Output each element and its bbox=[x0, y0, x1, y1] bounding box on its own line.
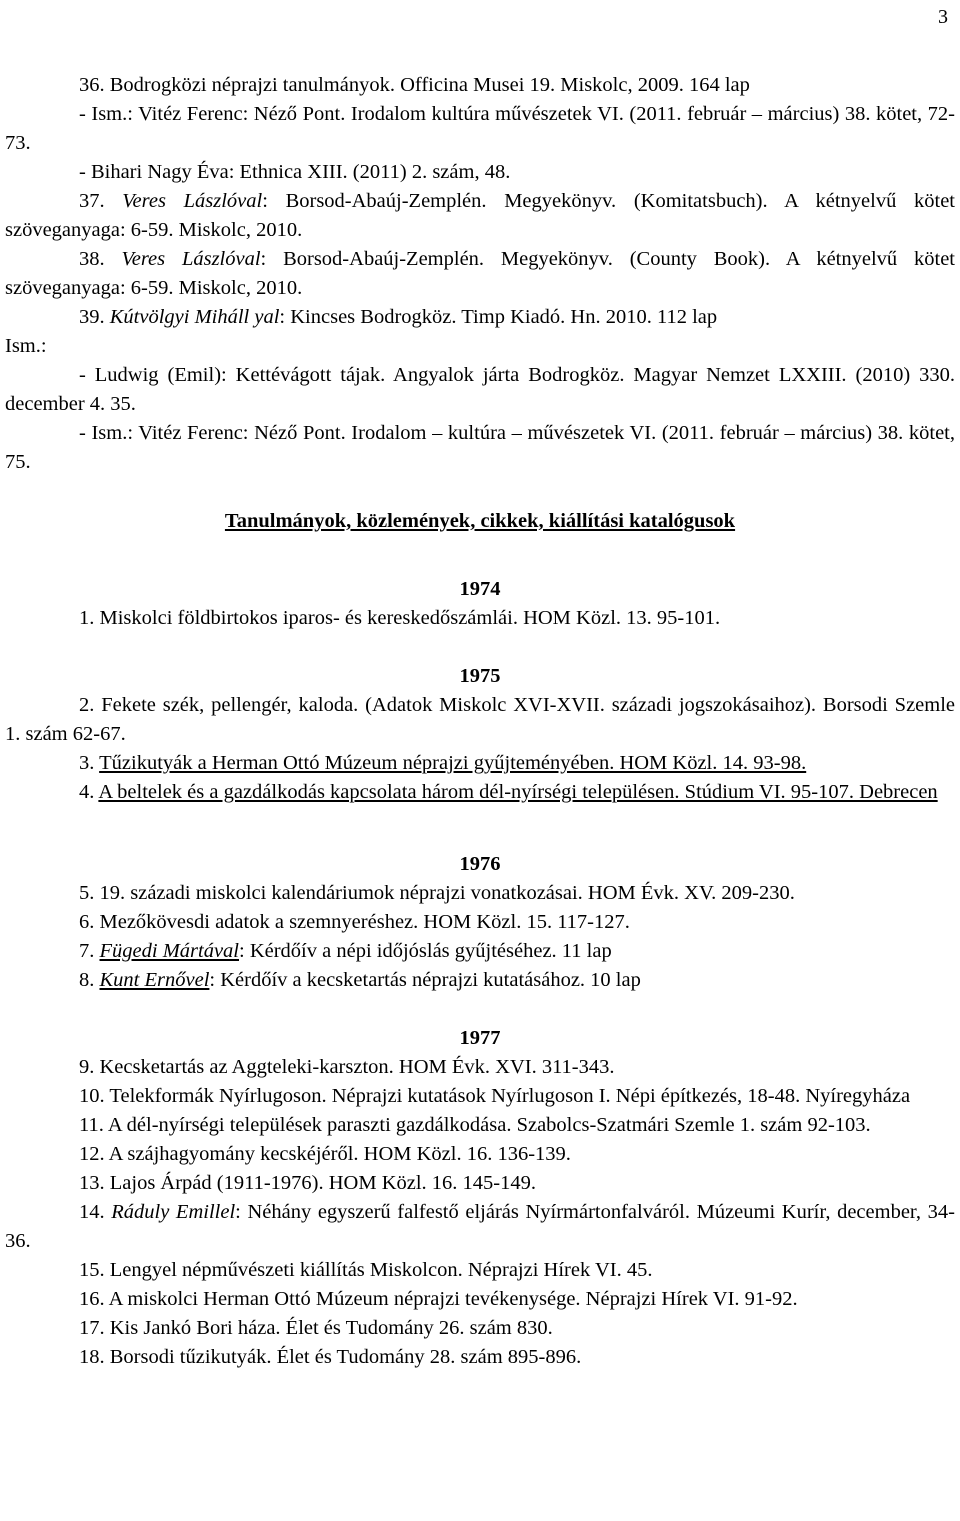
entry-8 bbox=[5, 966, 955, 995]
entry-36 bbox=[5, 71, 955, 100]
entry-coauthor: Kútvölgyi Miháll yal bbox=[109, 306, 280, 328]
entry-coauthor: Fügedi Mártával bbox=[99, 940, 239, 962]
entry-number: 18. bbox=[79, 1346, 105, 1368]
entry-9 bbox=[5, 1053, 955, 1082]
review-entry: - Ism.: Vitéz Ferenc: Néző Pont. Irodalom kultúra művészetek VI. (2011. február – március) 38. kötet, 72-73. bbox=[5, 103, 955, 154]
entry-number: 2. bbox=[79, 694, 95, 716]
entry-text: : Néhány egyszerű falfestő eljárás Nyírmártonfalváról. Múzeumi Kurír, december, 34-36. bbox=[5, 1201, 955, 1252]
entry-text: Miskolci földbirtokos iparos- és kereskedőszámlái. HOM Közl. 13. 95-101. bbox=[99, 607, 721, 629]
entry-text: Lengyel népművészeti kiállítás Miskolcon. Néprajzi Hírek VI. 45. bbox=[109, 1259, 653, 1281]
year-heading: 1976 bbox=[459, 853, 501, 875]
entry-7 bbox=[5, 937, 955, 966]
entry-number: 11. bbox=[79, 1114, 104, 1136]
year-heading: 1977 bbox=[459, 1027, 501, 1049]
entry-5 bbox=[5, 879, 955, 908]
review-entry: - Ludwig (Emil): Kettévágott tájak. Angyalok járta Bodrogköz. Magyar Nemzet LXXIII. (2010) 330. december 4. 35. bbox=[5, 364, 955, 415]
entry-39 bbox=[5, 303, 955, 332]
entry-number: 6. bbox=[79, 911, 95, 933]
page-number: 3 bbox=[938, 6, 948, 28]
entry-number: 13. bbox=[79, 1172, 105, 1194]
entry-coauthor: Ráduly Emillel bbox=[111, 1201, 236, 1223]
entry-10 bbox=[5, 1082, 955, 1111]
entry-text: Borsodi tűzikutyák. Élet és Tudomány 28. szám 895-896. bbox=[109, 1346, 582, 1368]
entry-coauthor: Veres Lászlóval bbox=[122, 190, 263, 212]
review-label: Ism.: bbox=[5, 335, 47, 357]
entry-text: A dél-nyírségi települések paraszti gazdálkodása. Szabolcs-Szatmári Szemle 1. szám 92-103. bbox=[107, 1114, 871, 1136]
entry-text: : Borsod-Abaúj-Zemplén. Megyekönyv. (County Book). A kétnyelvű kötet szöveganyaga: 6-59. Miskolc, 2010. bbox=[5, 248, 955, 299]
entry-number: 10. bbox=[79, 1085, 105, 1107]
entry-1 bbox=[5, 604, 955, 633]
entry-14 bbox=[5, 1198, 955, 1256]
entry-number: 15. bbox=[79, 1259, 105, 1281]
entry-text: Lajos Árpád (1911-1976). HOM Közl. 16. 145-149. bbox=[109, 1172, 537, 1194]
review-entry: - Ism.: Vitéz Ferenc: Néző Pont. Irodalom – kultúra – művészetek VI. (2011. február – március) 38. kötet, 75. bbox=[5, 422, 955, 473]
entry-38 bbox=[5, 245, 955, 303]
entry-number: 9. bbox=[79, 1056, 95, 1078]
entry-text: Tűzikutyák a Herman Ottó Múzeum néprajzi gyűjteményében. HOM Közl. 14. 93-98. bbox=[99, 752, 807, 774]
entry-number: 12. bbox=[79, 1143, 105, 1165]
entry-3 bbox=[5, 749, 955, 778]
entry-4 bbox=[5, 778, 955, 807]
entry-text: : Kérdőív a kecsketartás néprajzi kutatásához. 10 lap bbox=[209, 969, 641, 991]
entry-number: 4. bbox=[79, 781, 95, 803]
bibliography bbox=[5, 71, 955, 1372]
entry-text: 19. századi miskolci kalendáriumok néprajzi vonatkozásai. HOM Évk. XV. 209-230. bbox=[99, 882, 795, 904]
entry-17 bbox=[5, 1314, 955, 1343]
entry-number: 38. bbox=[79, 248, 105, 270]
entry-number: 8. bbox=[79, 969, 95, 991]
entry-18 bbox=[5, 1343, 955, 1372]
entry-text: Bodrogközi néprajzi tanulmányok. Officina Musei 19. Miskolc, 2009. 164 lap bbox=[109, 74, 750, 96]
entry-13 bbox=[5, 1169, 955, 1198]
entry-37 bbox=[5, 187, 955, 245]
entry-number: 7. bbox=[79, 940, 95, 962]
entry-text: Kecsketartás az Aggteleki-karszton. HOM Évk. XVI. 311-343. bbox=[99, 1056, 615, 1078]
review-entry: - Bihari Nagy Éva: Ethnica XIII. (2011) 2. szám, 48. bbox=[79, 161, 511, 183]
entry-16 bbox=[5, 1285, 955, 1314]
section-heading: Tanulmányok, közlemények, cikkek, kiállítási katalógusok bbox=[224, 510, 736, 532]
entry-text: Kis Jankó Bori háza. Élet és Tudomány 26. szám 830. bbox=[109, 1317, 553, 1339]
entry-text: A szájhagyomány kecskéjéről. HOM Közl. 16. 136-139. bbox=[108, 1143, 571, 1165]
entry-number: 14. bbox=[79, 1201, 105, 1223]
entry-number: 37. bbox=[79, 190, 105, 212]
entry-number: 39. bbox=[79, 306, 105, 328]
entry-text: Mezőkövesdi adatok a szemnyeréshez. HOM Közl. 15. 117-127. bbox=[99, 911, 630, 933]
entry-text: Telekformák Nyírlugoson. Néprajzi kutatások Nyírlugoson I. Népi építkezés, 18-48. Nyíregyháza bbox=[109, 1085, 911, 1107]
entry-6 bbox=[5, 908, 955, 937]
year-heading: 1974 bbox=[459, 578, 501, 600]
entry-text: Fekete szék, pellengér, kaloda. (Adatok Miskolc XVI-XVII. századi jogszokásaihoz). Borsodi Szemle 1. szám 62-67. bbox=[5, 694, 956, 745]
entry-number: 1. bbox=[79, 607, 95, 629]
entry-number: 36. bbox=[79, 74, 105, 96]
entry-11 bbox=[5, 1111, 955, 1140]
entry-number: 3. bbox=[79, 752, 95, 774]
entry-text: : Kérdőív a népi időjóslás gyűjtéséhez. 11 lap bbox=[239, 940, 612, 962]
entry-number: 17. bbox=[79, 1317, 105, 1339]
entry-number: 16. bbox=[79, 1288, 105, 1310]
entry-15 bbox=[5, 1256, 955, 1285]
entry-text: A miskolci Herman Ottó Múzeum néprajzi tevékenysége. Néprajzi Hírek VI. 91-92. bbox=[108, 1288, 798, 1310]
entry-number: 5. bbox=[79, 882, 95, 904]
entry-coauthor: Veres Lászlóval bbox=[121, 248, 261, 270]
entry-coauthor: Kunt Ernővel bbox=[99, 969, 210, 991]
entry-text: A beltelek és a gazdálkodás kapcsolata három dél-nyírségi településen. Stúdium VI. 95-107. Debrecen bbox=[98, 781, 938, 803]
entry-12 bbox=[5, 1140, 955, 1169]
entry-text: : Kincses Bodrogköz. Timp Kiadó. Hn. 2010. 112 lap bbox=[279, 306, 718, 328]
entry-text: : Borsod-Abaúj-Zemplén. Megyekönyv. (Komitatsbuch). A kétnyelvű kötet szöveganyaga: 6-59. Miskolc, 2010. bbox=[5, 190, 955, 241]
entry-2 bbox=[5, 691, 955, 749]
year-heading: 1975 bbox=[459, 665, 501, 687]
